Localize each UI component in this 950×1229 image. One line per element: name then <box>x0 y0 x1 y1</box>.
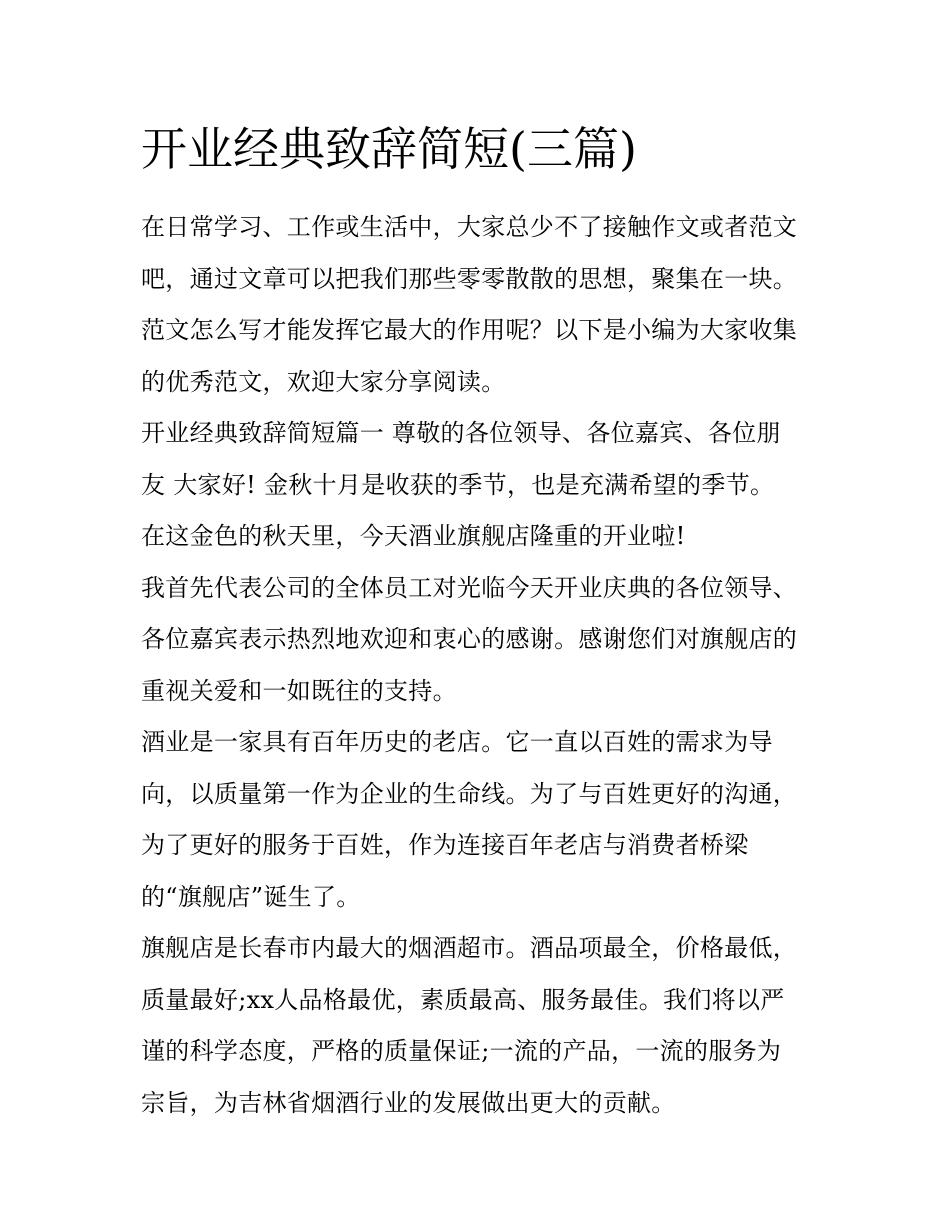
text-line: 酒业是一家具有百年历史的老店。它一直以百姓的需求为导 <box>141 728 773 756</box>
text-line: 的优秀范文，欢迎大家分享阅读。 <box>141 367 506 396</box>
paragraph-thanks <box>141 563 821 718</box>
text-line: 在这金色的秋天里，今天酒业旗舰店隆重的开业啦! <box>141 522 686 550</box>
text-line: 旗舰店是长春市内最大的烟酒超市。酒品项最全，价格最低， <box>141 934 798 962</box>
text-line: 为了更好的服务于百姓，作为连接百年老店与消费者桥梁 <box>141 831 749 859</box>
text-line: 质量最好;xx人品格最优，素质最高、服务最佳。我们将以严 <box>141 985 785 1014</box>
text-line: 的“旗舰店”诞生了。 <box>141 882 361 911</box>
paragraph-store <box>141 923 821 1129</box>
text-line: 各位嘉宾表示热烈地欢迎和衷心的感谢。感谢您们对旗舰店的 <box>141 625 798 653</box>
text-line: 友 大家好! 金秋十月是收获的季节，也是充满希望的季节。 <box>141 470 775 499</box>
paragraph-intro <box>141 202 821 408</box>
text-line: 开业经典致辞简短篇一 尊敬的各位领导、各位嘉宾、各位朋 <box>141 419 781 447</box>
paragraph-greeting <box>141 408 821 511</box>
text-line: 范文怎么写才能发挥它最大的作用呢？以下是小编为大家收集 <box>141 316 798 344</box>
document-title: 开业经典致辞简短(三篇) <box>141 122 637 176</box>
paragraph-opening <box>141 511 821 563</box>
text-line: 重视关爱和一如既往的支持。 <box>141 676 457 705</box>
text-line: 在日常学习、工作或生活中，大家总少不了接触作文或者范文 <box>141 213 798 241</box>
document-page <box>141 118 821 1129</box>
text-line: 吧，通过文章可以把我们那些零零散散的思想，聚集在一块。 <box>141 264 798 293</box>
text-line: 宗旨，为吉林省烟酒行业的发展做出更大的贡献。 <box>141 1088 676 1117</box>
text-line: 向，以质量第一作为企业的生命线。为了与百姓更好的沟通， <box>141 779 798 808</box>
text-line: 我首先代表公司的全体员工对光临今天开业庆典的各位领导、 <box>141 573 798 602</box>
text-line: 谨的科学态度，严格的质量保证;一流的产品，一流的服务为 <box>141 1037 782 1065</box>
paragraph-history <box>141 717 821 923</box>
